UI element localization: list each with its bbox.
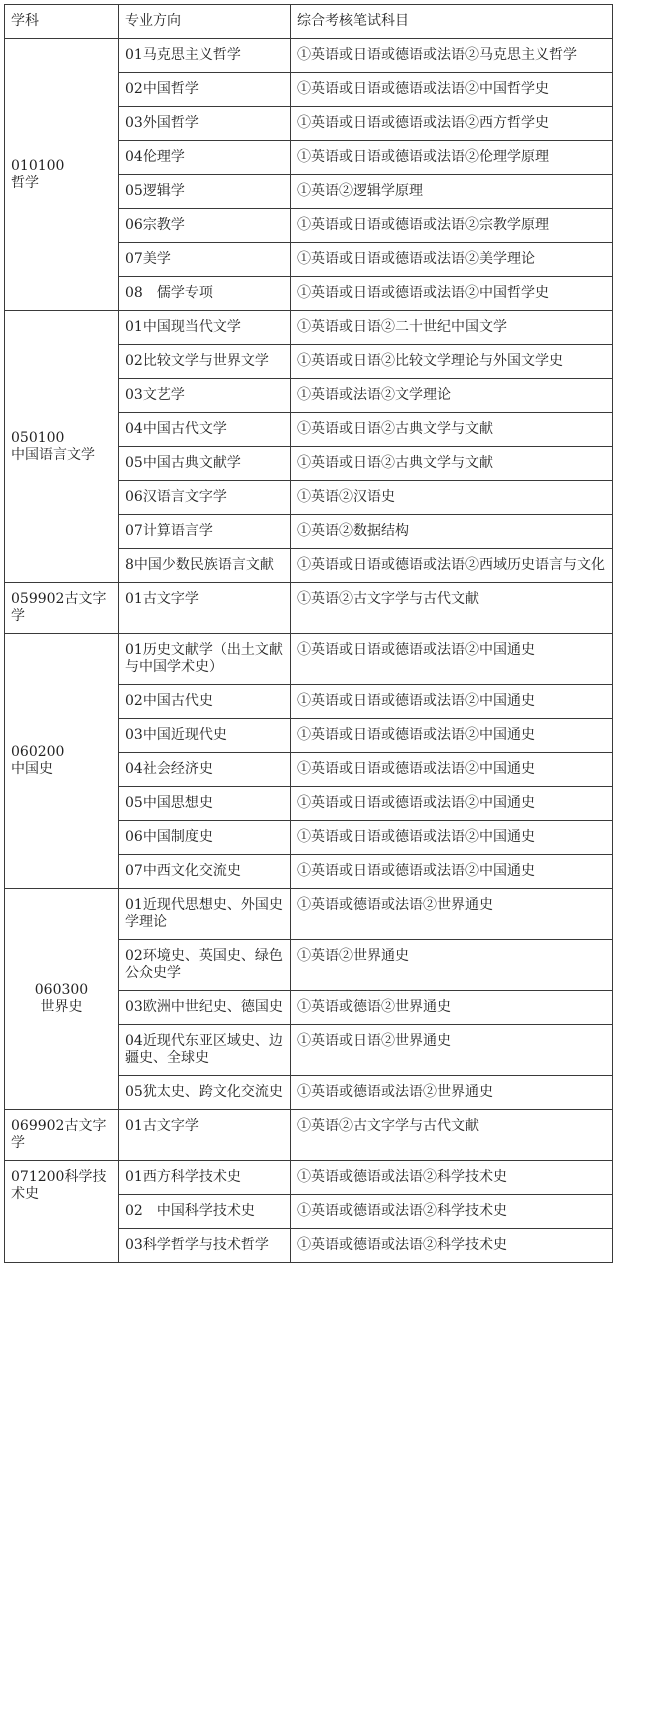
exam-subjects-cell: ①英语或德语或法语②科学技术史: [291, 1161, 613, 1195]
direction-cell: 01古文字学: [119, 1110, 291, 1161]
exam-subjects-cell: ①英语或德语或法语②世界通史: [291, 1076, 613, 1110]
exam-subjects-cell: ①英语或日语或德语或法语②西方哲学史: [291, 107, 613, 141]
direction-cell: 08 儒学专项: [119, 277, 291, 311]
direction-cell: 04近现代东亚区域史、边疆史、全球史: [119, 1025, 291, 1076]
exam-subjects-cell: ①英语或德语②世界通史: [291, 991, 613, 1025]
direction-cell: 03欧洲中世纪史、德国史: [119, 991, 291, 1025]
exam-subjects-cell: ①英语或日语②二十世纪中国文学: [291, 311, 613, 345]
exam-subjects-cell: ①英语②世界通史: [291, 940, 613, 991]
direction-cell: 01历史文献学（出土文献与中国学术史）: [119, 634, 291, 685]
exam-subjects-cell: ①英语或日语②比较文学理论与外国文学史: [291, 345, 613, 379]
exam-subjects-cell: ①英语或日语或德语或法语②西域历史语言与文化: [291, 549, 613, 583]
exam-subjects-cell: ①英语或日语或德语或法语②美学理论: [291, 243, 613, 277]
direction-cell: 01西方科学技术史: [119, 1161, 291, 1195]
direction-cell: 06汉语言文字学: [119, 481, 291, 515]
exam-subjects-cell: ①英语或德语或法语②科学技术史: [291, 1195, 613, 1229]
exam-subjects-cell: ①英语或法语②文学理论: [291, 379, 613, 413]
direction-cell: 02比较文学与世界文学: [119, 345, 291, 379]
subject-label: 059902古文字学: [11, 591, 107, 624]
direction-cell: 02环境史、英国史、绿色公众史学: [119, 940, 291, 991]
exam-subjects-cell: ①英语或日语②世界通史: [291, 1025, 613, 1076]
exam-subjects-cell: ①英语②古文字学与古代文献: [291, 1110, 613, 1161]
table-row: [5, 311, 613, 345]
direction-cell: 04伦理学: [119, 141, 291, 175]
exam-subjects-cell: ①英语②汉语史: [291, 481, 613, 515]
exam-subjects-cell: ①英语或日语或德语或法语②中国通史: [291, 753, 613, 787]
exam-subjects-cell: ①英语②古文字学与古代文献: [291, 583, 613, 634]
direction-cell: 04中国古代文学: [119, 413, 291, 447]
direction-cell: 01马克思主义哲学: [119, 39, 291, 73]
direction-cell: 02中国古代史: [119, 685, 291, 719]
direction-cell: 03中国近现代史: [119, 719, 291, 753]
direction-cell: 01中国现当代文学: [119, 311, 291, 345]
exam-subjects-cell: ①英语或德语或法语②科学技术史: [291, 1229, 613, 1263]
exam-subjects-cell: ①英语或日语或德语或法语②中国通史: [291, 634, 613, 685]
subject-label: 060300: [34, 982, 89, 998]
direction-cell: 03外国哲学: [119, 107, 291, 141]
direction-cell: 03科学哲学与技术哲学: [119, 1229, 291, 1263]
direction-cell: 02中国哲学: [119, 73, 291, 107]
table-row: [5, 583, 613, 634]
subject-cell: [5, 39, 119, 311]
subject-cell: [5, 311, 119, 583]
direction-cell: 06中国制度史: [119, 821, 291, 855]
direction-cell: 07计算语言学: [119, 515, 291, 549]
direction-cell: 07中西文化交流史: [119, 855, 291, 889]
direction-cell: 8中国少数民族语言文献: [119, 549, 291, 583]
table-row: [5, 1110, 613, 1161]
exam-subjects-cell: ①英语或德语或法语②世界通史: [291, 889, 613, 940]
exam-subjects-cell: ①英语或日语②古典文学与文献: [291, 447, 613, 481]
subject-cell: [5, 583, 119, 634]
subject-label: 069902古文字学: [11, 1118, 107, 1151]
subject-label: 哲学: [11, 174, 39, 191]
header-row: [5, 5, 613, 39]
direction-cell: 01近现代思想史、外国史学理论: [119, 889, 291, 940]
exam-subjects-cell: ①英语②逻辑学原理: [291, 175, 613, 209]
direction-cell: 01古文字学: [119, 583, 291, 634]
direction-cell: 03文艺学: [119, 379, 291, 413]
exam-subjects-cell: ①英语或日语或德语或法语②中国通史: [291, 719, 613, 753]
exam-subjects-cell: ①英语或日语或德语或法语②宗教学原理: [291, 209, 613, 243]
direction-cell: 05逻辑学: [119, 175, 291, 209]
exam-subjects-cell: ①英语或日语或德语或法语②中国哲学史: [291, 73, 613, 107]
subject-label: 010100: [11, 157, 65, 174]
exam-subjects-cell: ①英语或日语或德语或法语②中国通史: [291, 787, 613, 821]
table-row: [5, 889, 613, 940]
exam-subjects-cell: ①英语②数据结构: [291, 515, 613, 549]
subject-label: 世界史: [40, 999, 83, 1015]
direction-cell: 05中国思想史: [119, 787, 291, 821]
header-subject: 学科: [5, 5, 119, 39]
direction-cell: 05犹太史、跨文化交流史: [119, 1076, 291, 1110]
exam-subjects-table: [4, 4, 613, 1263]
direction-cell: 06宗教学: [119, 209, 291, 243]
table-body: [5, 39, 613, 1263]
exam-subjects-cell: ①英语或日语或德语或法语②中国哲学史: [291, 277, 613, 311]
exam-subjects-cell: ①英语或日语或德语或法语②中国通史: [291, 685, 613, 719]
direction-cell: 02 中国科学技术史: [119, 1195, 291, 1229]
subject-label: 060200: [11, 744, 65, 760]
exam-subjects-cell: ①英语或日语或德语或法语②中国通史: [291, 855, 613, 889]
exam-subjects-cell: ①英语或日语或德语或法语②伦理学原理: [291, 141, 613, 175]
subject-cell: [5, 1110, 119, 1161]
exam-subjects-cell: ①英语或日语②古典文学与文献: [291, 413, 613, 447]
exam-subjects-cell: ①英语或日语或德语或法语②中国通史: [291, 821, 613, 855]
table-row: [5, 39, 613, 73]
subject-cell: [5, 889, 119, 1110]
direction-cell: 05中国古典文献学: [119, 447, 291, 481]
subject-cell: [5, 1161, 119, 1263]
header-direction: 专业方向: [119, 5, 291, 39]
table-row: [5, 1161, 613, 1195]
table-row: [5, 634, 613, 685]
subject-label: 中国史: [11, 761, 53, 777]
subject-cell: [5, 634, 119, 889]
exam-subjects-cell: ①英语或日语或德语或法语②马克思主义哲学: [291, 39, 613, 73]
subject-label: 中国语言文学: [11, 446, 95, 463]
direction-cell: 07美学: [119, 243, 291, 277]
subject-label: 050100: [11, 429, 65, 446]
header-exam-subjects: 综合考核笔试科目: [291, 5, 613, 39]
subject-label: 071200科学技术史: [11, 1169, 107, 1202]
direction-cell: 04社会经济史: [119, 753, 291, 787]
